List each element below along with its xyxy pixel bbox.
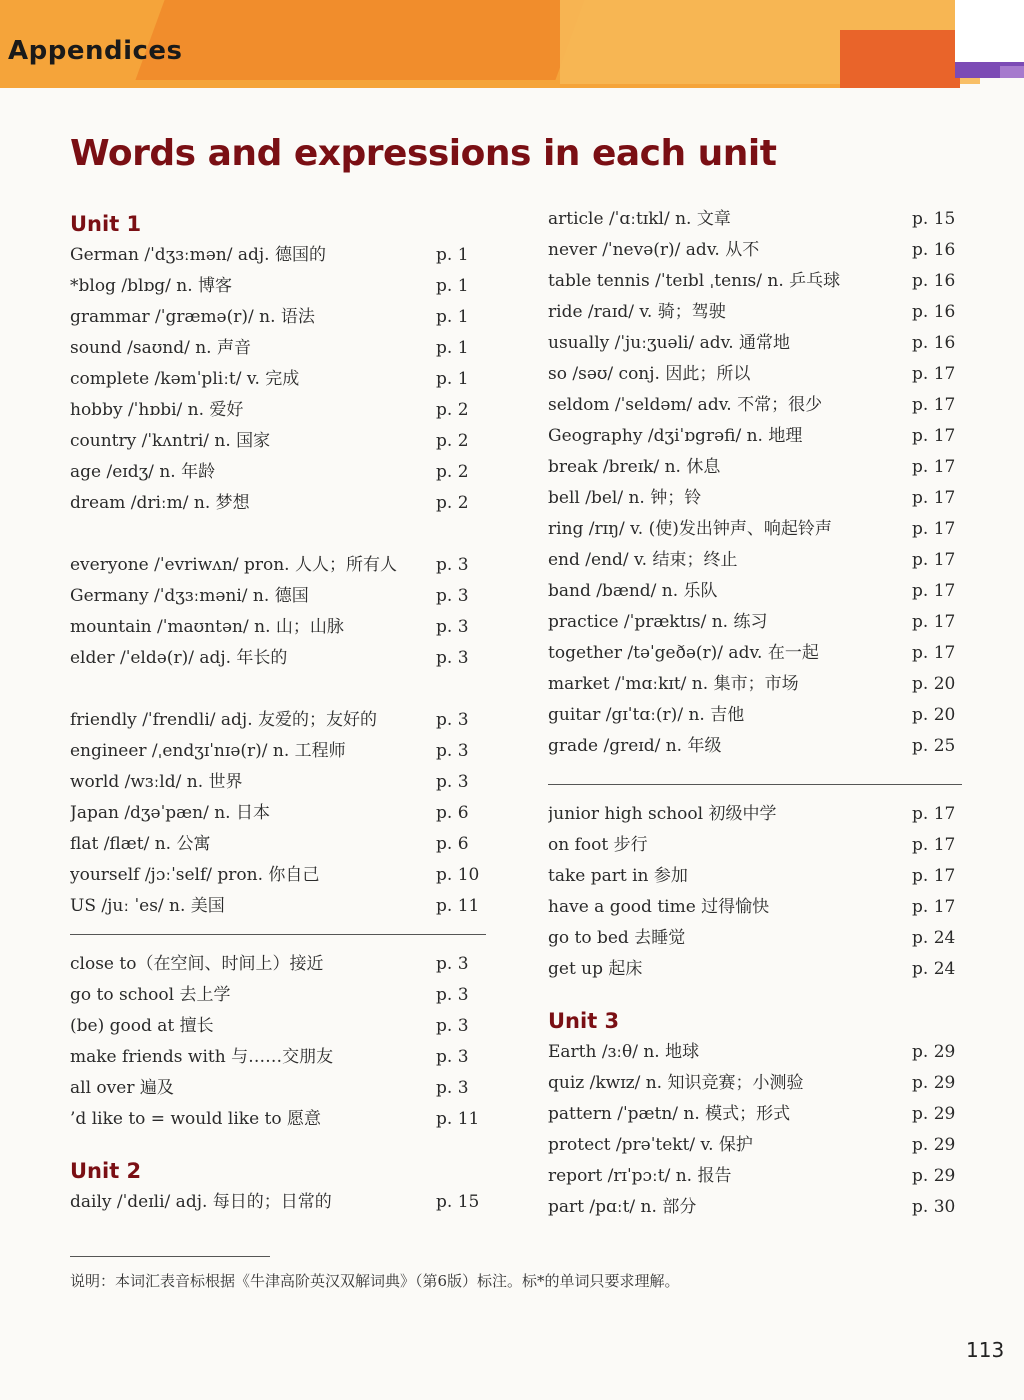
expression-page: p. 17 [912, 866, 956, 886]
vocab-entry [70, 674, 486, 736]
vocab-text: German /ˈdʒɜːmən/ adj. 德国的 [70, 245, 326, 265]
vocab-page: p. 29 [912, 1042, 956, 1062]
vocab-entry [548, 204, 962, 235]
vocab-page: p. 17 [912, 519, 956, 539]
vocab-text: ride /raɪd/ v. 骑；驾驶 [548, 302, 726, 322]
vocab-entry [70, 364, 486, 395]
vocab-page: p. 6 [436, 834, 469, 854]
vocab-text: so /səʊ/ conj. 因此；所以 [548, 364, 751, 384]
vocab-entry [548, 359, 962, 390]
vocab-text: Earth /ɜːθ/ n. 地球 [548, 1042, 700, 1062]
vocab-entry [70, 643, 486, 674]
banner-shape [955, 0, 1024, 62]
vocab-page: p. 16 [912, 333, 956, 353]
vocab-entry [70, 240, 486, 271]
vocab-entry [70, 1187, 486, 1218]
expression-text: have a good time 过得愉快 [548, 897, 770, 917]
vocab-text: country /ˈkʌntri/ n. 国家 [70, 431, 271, 451]
vocab-text: never /ˈnevə(r)/ adv. 从不 [548, 240, 760, 260]
vocab-text: US /juː ˈes/ n. 美国 [70, 896, 225, 916]
vocab-page: p. 2 [436, 462, 469, 482]
left-column [70, 208, 486, 1218]
vocab-entry [548, 1161, 962, 1192]
section-divider [548, 784, 962, 785]
vocab-text: together /təˈgeðə(r)/ adv. 在一起 [548, 643, 819, 663]
vocab-text: protect /prəˈtekt/ v. 保护 [548, 1135, 753, 1155]
vocab-entry [548, 390, 962, 421]
vocab-entry [548, 421, 962, 452]
vocab-text: band /bænd/ n. 乐队 [548, 581, 718, 601]
unit-heading: Unit 2 [70, 1159, 142, 1183]
vocab-page: p. 16 [912, 302, 956, 322]
unit-heading: Unit 1 [70, 212, 142, 236]
vocab-entry [548, 1099, 962, 1130]
vocab-page: p. 17 [912, 488, 956, 508]
vocab-text: usually /ˈjuːʒuəli/ adv. 通常地 [548, 333, 791, 353]
vocab-text: age /eɪdʒ/ n. 年龄 [70, 462, 216, 482]
expression-page: p. 17 [912, 897, 956, 917]
vocab-text: article /ˈɑːtɪkl/ n. 文章 [548, 209, 731, 229]
vocab-text: seldom /ˈseldəm/ adv. 不常；很少 [548, 395, 823, 415]
banner-shape [840, 30, 960, 88]
vocab-text: friendly /ˈfrendli/ adj. 友爱的；友好的 [70, 710, 378, 730]
vocab-entry [70, 891, 486, 922]
right-column [548, 204, 962, 1223]
vocab-page: p. 1 [436, 307, 469, 327]
vocab-page: p. 10 [436, 865, 480, 885]
vocab-page: p. 15 [436, 1192, 480, 1212]
vocab-entry [548, 235, 962, 266]
banner-shape [135, 0, 584, 80]
expression-text: make friends with 与……交朋友 [70, 1047, 334, 1067]
vocab-text: guitar /gɪˈtɑː(r)/ n. 吉他 [548, 705, 745, 725]
vocab-page: p. 3 [436, 555, 469, 575]
spacer [70, 1135, 486, 1155]
expression-entry [70, 1073, 486, 1104]
vocab-text: market /ˈmɑːkɪt/ n. 集市；市场 [548, 674, 799, 694]
vocab-page: p. 17 [912, 550, 956, 570]
vocab-page: p. 11 [436, 896, 480, 916]
spacer [548, 985, 962, 1005]
expression-text: ’d like to = would like to 愿意 [70, 1109, 322, 1129]
vocab-page: p. 3 [436, 586, 469, 606]
vocab-page: p. 17 [912, 457, 956, 477]
vocab-text: table tennis /ˈteɪbl ˌtenɪs/ n. 乒乓球 [548, 271, 841, 291]
vocab-text: Geography /dʒiˈɒgrəfi/ n. 地理 [548, 426, 803, 446]
vocab-text: sound /saʊnd/ n. 声音 [70, 338, 251, 358]
vocab-text: hobby /ˈhɒbi/ n. 爱好 [70, 400, 244, 420]
vocab-entry [70, 829, 486, 860]
vocab-page: p. 16 [912, 240, 956, 260]
expression-text: all over 遍及 [70, 1078, 174, 1098]
vocab-page: p. 3 [436, 648, 469, 668]
vocab-entry [70, 271, 486, 302]
vocab-page: p. 1 [436, 369, 469, 389]
vocab-text: bell /bel/ n. 钟；铃 [548, 488, 702, 508]
expression-text: close to（在空间、时间上）接近 [70, 954, 324, 974]
vocab-page: p. 17 [912, 426, 956, 446]
vocab-text: *blog /blɒg/ n. 博客 [70, 276, 233, 296]
expression-entry [548, 830, 962, 861]
expression-page: p. 3 [436, 954, 469, 974]
vocab-text: world /wɜːld/ n. 世界 [70, 772, 243, 792]
vocab-page: p. 25 [912, 736, 956, 756]
vocab-text: end /end/ v. 结束；终止 [548, 550, 738, 570]
footnote: 说明：本词汇表音标根据《牛津高阶英汉双解词典》（第6版）标注。标*的单词只要求理解。 [70, 1272, 680, 1290]
vocab-page: p. 20 [912, 674, 956, 694]
vocab-text: pattern /ˈpætn/ n. 模式；形式 [548, 1104, 791, 1124]
vocab-entry [70, 302, 486, 333]
vocab-text: practice /ˈpræktɪs/ n. 练习 [548, 612, 768, 632]
vocab-entry [70, 333, 486, 364]
vocab-page: p. 3 [436, 772, 469, 792]
expression-page: p. 3 [436, 1047, 469, 1067]
expression-text: (be) good at 擅长 [70, 1016, 214, 1036]
vocab-text: part /pɑːt/ n. 部分 [548, 1197, 697, 1217]
vocab-page: p. 15 [912, 209, 956, 229]
vocab-text: dream /driːm/ n. 梦想 [70, 493, 250, 513]
vocab-page: p. 1 [436, 276, 469, 296]
vocab-entry [70, 395, 486, 426]
vocab-text: elder /ˈeldə(r)/ adj. 年长的 [70, 648, 288, 668]
expression-page: p. 17 [912, 804, 956, 824]
vocab-page: p. 3 [436, 741, 469, 761]
vocab-page: p. 1 [436, 245, 469, 265]
section-divider [70, 934, 486, 935]
expression-entry [548, 861, 962, 892]
section-label: Appendices [8, 36, 183, 66]
vocab-entry [548, 1192, 962, 1223]
vocab-text: Japan /dʒəˈpæn/ n. 日本 [70, 803, 270, 823]
vocab-entry [548, 266, 962, 297]
vocab-page: p. 17 [912, 581, 956, 601]
vocab-text: mountain /ˈmaʊntən/ n. 山；山脉 [70, 617, 344, 637]
vocab-page: p. 2 [436, 400, 469, 420]
vocab-entry [70, 612, 486, 643]
vocab-text: quiz /kwɪz/ n. 知识竞赛；小测验 [548, 1073, 804, 1093]
vocab-entry [70, 767, 486, 798]
vocab-entry [70, 581, 486, 612]
vocab-text: flat /flæt/ n. 公寓 [70, 834, 211, 854]
vocab-entry [548, 576, 962, 607]
expression-page: p. 3 [436, 985, 469, 1005]
expression-entry [70, 1104, 486, 1135]
vocab-page: p. 3 [436, 617, 469, 637]
expression-text: go to bed 去睡觉 [548, 928, 686, 948]
vocab-page: p. 17 [912, 395, 956, 415]
vocab-text: everyone /ˈevriwʌn/ pron. 人人；所有人 [70, 555, 397, 575]
vocab-entry [548, 1130, 962, 1161]
expression-entry [548, 923, 962, 954]
expression-text: junior high school 初级中学 [548, 804, 777, 824]
vocab-entry [548, 483, 962, 514]
vocab-entry [548, 328, 962, 359]
expression-text: take part in 参加 [548, 866, 688, 886]
vocab-text: engineer /ˌendʒɪˈnɪə(r)/ n. 工程师 [70, 741, 346, 761]
vocab-text: daily /ˈdeɪli/ adj. 每日的；日常的 [70, 1192, 332, 1212]
expression-page: p. 17 [912, 835, 956, 855]
vocab-entry [70, 736, 486, 767]
vocab-page: p. 3 [436, 710, 469, 730]
vocab-text: yourself /jɔːˈself/ pron. 你自己 [70, 865, 320, 885]
vocab-text: ring /rɪŋ/ v. (使)发出钟声、响起铃声 [548, 519, 832, 539]
vocab-entry [70, 519, 486, 581]
vocab-page: p. 29 [912, 1104, 956, 1124]
expression-page: p. 3 [436, 1016, 469, 1036]
vocab-text: complete /kəmˈpliːt/ v. 完成 [70, 369, 300, 389]
vocab-page: p. 1 [436, 338, 469, 358]
vocab-entry [548, 607, 962, 638]
vocab-entry [548, 731, 962, 762]
vocab-entry [70, 426, 486, 457]
vocab-page: p. 30 [912, 1197, 956, 1217]
page-title: Words and expressions in each unit [70, 133, 777, 174]
vocab-page: p. 2 [436, 493, 469, 513]
vocab-page: p. 17 [912, 364, 956, 384]
expression-page: p. 24 [912, 928, 956, 948]
vocab-entry [70, 860, 486, 891]
vocab-text: grade /greɪd/ n. 年级 [548, 736, 722, 756]
vocab-text: grammar /ˈgræmə(r)/ n. 语法 [70, 307, 315, 327]
vocab-entry [548, 452, 962, 483]
vocab-text: report /rɪˈpɔːt/ n. 报告 [548, 1166, 732, 1186]
expression-entry [70, 1011, 486, 1042]
vocab-page: p. 29 [912, 1135, 956, 1155]
vocab-entry [548, 669, 962, 700]
vocab-page: p. 6 [436, 803, 469, 823]
page-number: 113 [966, 1338, 1005, 1362]
vocab-entry [70, 798, 486, 829]
expression-entry [548, 954, 962, 985]
vocab-page: p. 17 [912, 612, 956, 632]
expression-text: go to school 去上学 [70, 985, 231, 1005]
vocab-page: p. 17 [912, 643, 956, 663]
banner-shape [1000, 66, 1024, 78]
vocab-page: p. 29 [912, 1166, 956, 1186]
vocab-entry [548, 638, 962, 669]
expression-page: p. 3 [436, 1078, 469, 1098]
expression-text: on foot 步行 [548, 835, 648, 855]
footnote-divider [70, 1256, 270, 1257]
expression-text: get up 起床 [548, 959, 643, 979]
expression-page: p. 24 [912, 959, 956, 979]
vocab-text: Germany /ˈdʒɜːməni/ n. 德国 [70, 586, 309, 606]
vocab-entry [548, 545, 962, 576]
unit-heading: Unit 3 [548, 1009, 620, 1033]
expression-entry [548, 892, 962, 923]
vocab-page: p. 20 [912, 705, 956, 725]
expression-entry [70, 1042, 486, 1073]
vocab-page: p. 29 [912, 1073, 956, 1093]
vocab-entry [548, 1037, 962, 1068]
expression-page: p. 11 [436, 1109, 480, 1129]
vocab-entry [548, 700, 962, 731]
expression-entry [70, 980, 486, 1011]
expression-entry [548, 799, 962, 830]
vocab-page: p. 16 [912, 271, 956, 291]
vocab-entry [548, 297, 962, 328]
vocab-text: break /breɪk/ n. 休息 [548, 457, 721, 477]
expression-entry [70, 949, 486, 980]
vocab-page: p. 2 [436, 431, 469, 451]
vocab-entry [70, 457, 486, 488]
vocab-entry [548, 514, 962, 545]
vocab-entry [70, 488, 486, 519]
vocab-entry [548, 1068, 962, 1099]
